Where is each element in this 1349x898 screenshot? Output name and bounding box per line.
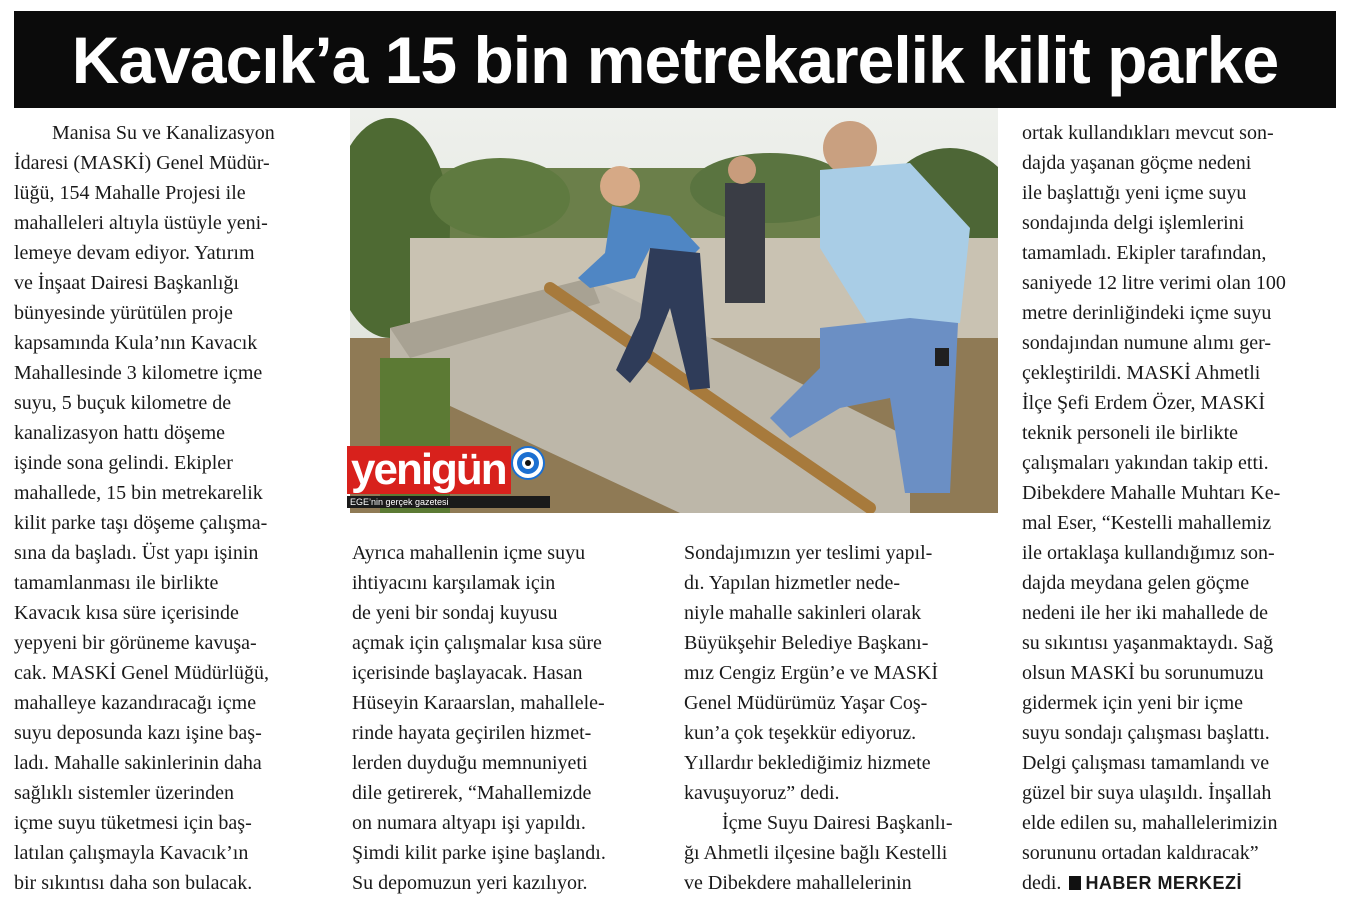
text-line: dile getirerek, “Mahallemizde xyxy=(352,782,592,804)
text-line: lemeye devam ediyor. Yatırım xyxy=(14,242,255,264)
closing-word: dedi. xyxy=(1022,872,1062,894)
text-line: suyu, 5 buçuk kilometre de xyxy=(14,392,232,414)
text-line: çalışmaları yakından takip etti. xyxy=(1022,452,1269,474)
eye-icon xyxy=(511,446,545,480)
text-line: mız Cengiz Ergün’e ve MASKİ xyxy=(684,662,939,684)
text-line: açmak için çalışmalar kısa süre xyxy=(352,632,602,654)
text-line: ile ortaklaşa kullandığımız son- xyxy=(1022,542,1275,564)
text-line: ihtiyacını karşılamak için xyxy=(352,572,556,594)
text-line: cak. MASKİ Genel Müdürlüğü, xyxy=(14,662,269,684)
text-line: sağlıklı sistemler üzerinden xyxy=(14,782,234,804)
text-line: de yeni bir sondaj kuyusu xyxy=(352,602,558,624)
text-line: Sondajımızın yer teslimi yapıl- xyxy=(684,542,933,564)
text-line: tamamladı. Ekipler tarafından, xyxy=(1022,242,1267,264)
text-line: kapsamında Kula’nın Kavacık xyxy=(14,332,258,354)
text-line: ortak kullandıkları mevcut son- xyxy=(1022,122,1274,144)
text-line: Ayrıca mahallenin içme suyu xyxy=(352,542,586,564)
text-line: niyle mahalle sakinleri olarak xyxy=(684,602,922,624)
text-line: dajda yaşanan göçme nedeni xyxy=(1022,152,1252,174)
text-line: latılan çalışmayla Kavacık’ın xyxy=(14,842,249,864)
article-column-4 xyxy=(1022,118,1338,898)
text-line: rinde hayata geçirilen hizmet- xyxy=(352,722,592,744)
text-line: metre derinliğindeki içme suyu xyxy=(1022,302,1272,324)
text-line: mahallede, 15 bin metrekarelik xyxy=(14,482,263,504)
text-line: nedeni ile her iki mahallede de xyxy=(1022,602,1269,624)
text-line: yepyeni bir görüneme kavuşa- xyxy=(14,632,257,654)
text-line: İlçe Şefi Erdem Özer, MASKİ xyxy=(1022,392,1266,414)
yenigun-logo xyxy=(345,444,545,510)
text-line: Büyükşehir Belediye Başkanı- xyxy=(684,632,929,654)
text-line: on numara altyapı işi yapıldı. xyxy=(352,812,586,834)
text-line: İçme Suyu Dairesi Başkanlı- xyxy=(722,812,953,834)
text-line: lerden duyduğu memnuniyeti xyxy=(352,752,588,774)
text-line: sondajından numune alımı ger- xyxy=(1022,332,1271,354)
logo-tagline: EGE’nin gerçek gazetesi xyxy=(347,496,550,508)
headline-bar xyxy=(14,11,1336,108)
article-column-1 xyxy=(14,118,332,898)
headline: Kavacık’a 15 bin metrekarelik kilit parke xyxy=(71,22,1279,97)
text-line: bir sıkıntısı daha son bulacak. xyxy=(14,872,253,894)
text-line: Hüseyin Karaarslan, mahallele- xyxy=(352,692,605,714)
text-line: kanalizasyon hattı döşeme xyxy=(14,422,226,444)
text-line: Yıllardır beklediğimiz hizmete xyxy=(684,752,931,774)
text-line: elde edilen su, mahallelerimizin xyxy=(1022,812,1278,834)
text-line: lüğü, 154 Mahalle Projesi ile xyxy=(14,182,246,204)
text-line: ve Dibekdere mahallelerinin xyxy=(684,872,912,894)
text-line: Su depomuzun yeri kazılıyor. xyxy=(352,872,588,894)
text-line: su sıkıntısı yaşanmaktaydı. Sağ xyxy=(1022,632,1274,654)
text-line: teknik personeli ile birlikte xyxy=(1022,422,1239,444)
text-line: Mahallesinde 3 kilometre içme xyxy=(14,362,263,384)
text-line: gidermek için yeni bir içme xyxy=(1022,692,1244,714)
article-column-2 xyxy=(352,538,662,898)
text-line: kavuşuyoruz” dedi. xyxy=(684,782,840,804)
text-line: mal Eser, “Kestelli mahallemiz xyxy=(1022,512,1272,534)
text-line: kun’a çok teşekkür ediyoruz. xyxy=(684,722,917,744)
text-line: sına da başladı. Üst yapı işinin xyxy=(14,542,259,564)
signature-square-icon xyxy=(1069,876,1081,890)
text-line: dı. Yapılan hizmetler nede- xyxy=(684,572,901,594)
text-line: mahalleleri altıyla üstüyle yeni- xyxy=(14,212,268,234)
logo-wordmark: yenigün xyxy=(347,446,511,494)
text-line: İdaresi (MASKİ) Genel Müdür- xyxy=(14,152,270,174)
text-line: olsun MASKİ bu sorunumuzu xyxy=(1022,662,1264,684)
text-line: mahalleye kazandıracağı içme xyxy=(14,692,257,714)
text-line: Genel Müdürümüz Yaşar Coş- xyxy=(684,692,928,714)
text-line-final xyxy=(1022,868,1338,898)
text-line: ile başlattığı yeni içme suyu xyxy=(1022,182,1247,204)
text-line: bünyesinde yürütülen proje xyxy=(14,302,233,324)
text-line: güzel bir suya ulaşıldı. İnşallah xyxy=(1022,782,1272,804)
text-line: ladı. Mahalle sakinlerinin daha xyxy=(14,752,262,774)
text-line: Kavacık kısa süre içerisinde xyxy=(14,602,239,624)
article-column-3 xyxy=(684,538,996,898)
text-line: Manisa Su ve Kanalizasyon xyxy=(52,122,275,144)
text-line: içerisinde başlayacak. Hasan xyxy=(352,662,583,684)
text-line: sondajında delgi işlemlerini xyxy=(1022,212,1245,234)
text-line: çekleştirildi. MASKİ Ahmetli xyxy=(1022,362,1261,384)
text-line: sorununu ortadan kaldıracak” xyxy=(1022,842,1259,864)
text-line: ve İnşaat Dairesi Başkanlığı xyxy=(14,272,239,294)
text-line: Dibekdere Mahalle Muhtarı Ke- xyxy=(1022,482,1281,504)
text-line: kilit parke taşı döşeme çalışma- xyxy=(14,512,268,534)
text-line: tamamlanması ile birlikte xyxy=(14,572,219,594)
text-line: Delgi çalışması tamamlandı ve xyxy=(1022,752,1270,774)
text-line: işinde sona gelindi. Ekipler xyxy=(14,452,233,474)
text-line: Şimdi kilit parke işine başlandı. xyxy=(352,842,606,864)
text-line: ğı Ahmetli ilçesine bağlı Kestelli xyxy=(684,842,948,864)
text-line: saniyede 12 litre verimi olan 100 xyxy=(1022,272,1286,294)
text-line: içme suyu tüketmesi için baş- xyxy=(14,812,252,834)
text-line: dajda meydana gelen göçme xyxy=(1022,572,1250,594)
text-line: suyu deposunda kazı işine baş- xyxy=(14,722,262,744)
text-line: suyu sondajı çalışması başlattı. xyxy=(1022,722,1270,744)
byline: HABER MERKEZİ xyxy=(1085,873,1242,893)
